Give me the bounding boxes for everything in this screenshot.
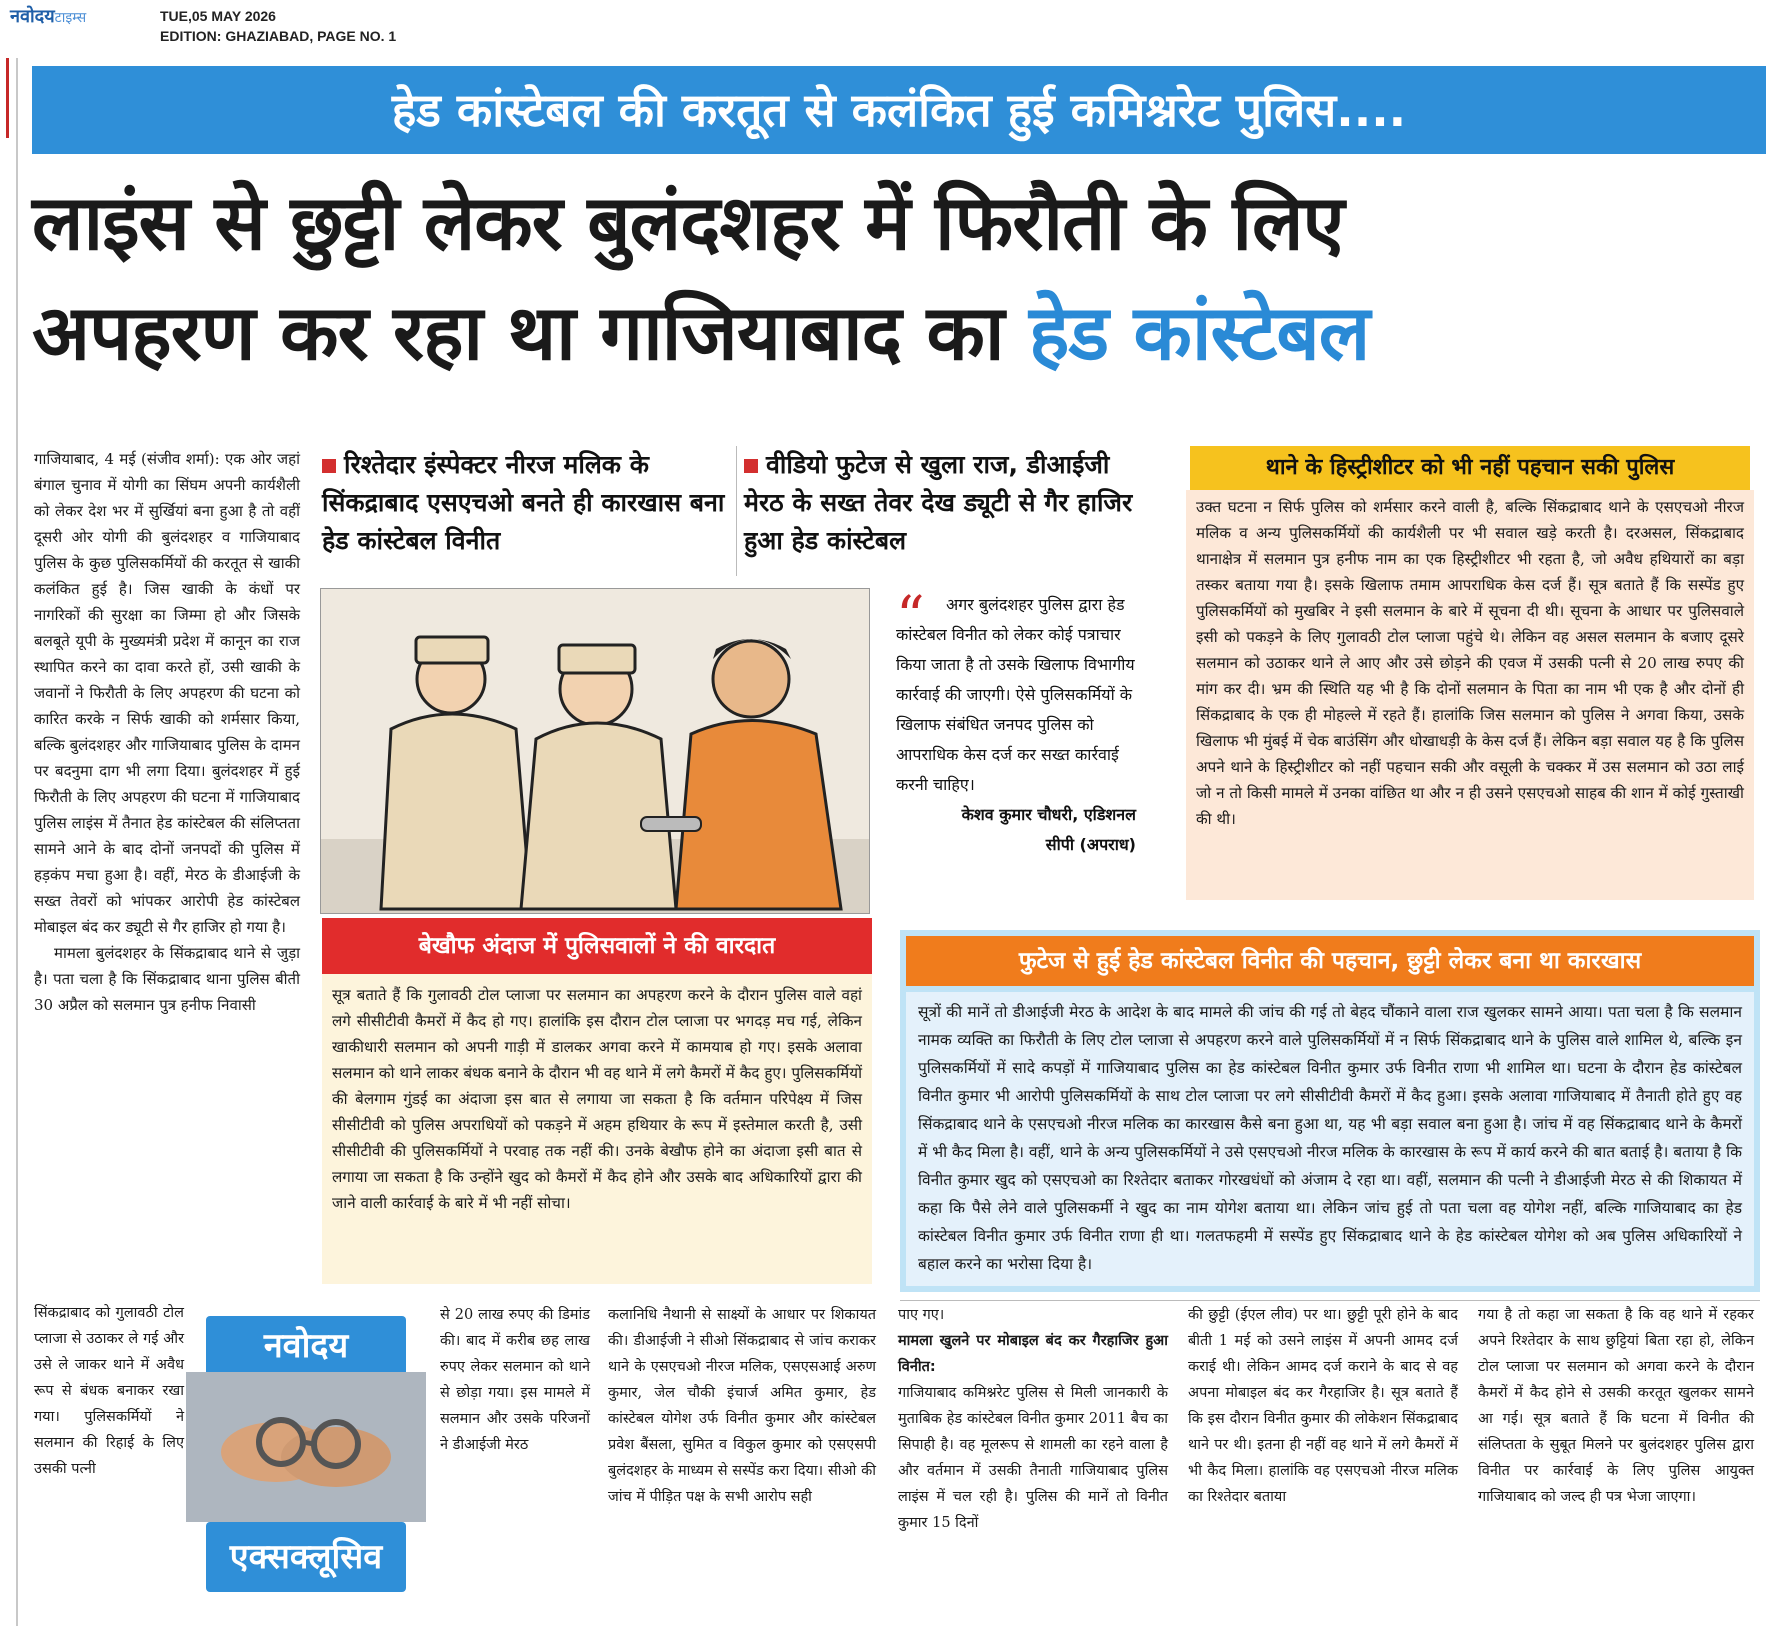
edition-info <box>160 6 396 46</box>
masthead <box>0 0 1766 58</box>
quote-byline-name: केशव कुमार चौधरी, एडिशनल <box>961 805 1136 824</box>
sidebar-history-sheeter-title: थाने के हिस्ट्रीशीटर को भी नहीं पहचान सकी पुलिस <box>1190 446 1750 490</box>
bottom-column-1: से 20 लाख रुपए की डिमांड की। बाद में करीब छह लाख रुपए लेकर सलमान को थाने से छोड़ा गया। इस मामले में सलमान और उसके परिजनों ने डीआईजी मेरठ <box>440 1307 590 1453</box>
subhead-inspector: रिश्तेदार इंस्पेक्टर नीरज मलिक के सिंकद्राबाद एसएचओ बनते ही कारखास बना हेड कांस्टेबल विनीत <box>322 450 725 555</box>
publication-date: TUE,05 MAY 2026 <box>160 8 276 24</box>
bottom-column-5: गया है तो कहा जा सकता है कि वह थाने में रहकर अपने रिश्तेदार के साथ छुट्टियां बिता रहा हो, लेकिन टोल प्लाजा पर सलमान को अगवा करने के दौरान कैमरों में कैद होने से उसकी करतूत खुलकर सामने आ गई। सूत्र बताते हैं कि घटना में विनीत की संलिप्तता के सुबूत मिलने पर बुलंदशहर पुलिस द्वारा विनीत पर कार्रवाई के लिए पुलिस आयुक्त गाजियाबाद को जल्द ही पत्र भेजा जाएगा। <box>1478 1307 1754 1505</box>
pull-quote <box>896 585 1136 860</box>
edition-page: EDITION: GHAZIABAD, PAGE NO. 1 <box>160 28 397 44</box>
illustration-police-arrest <box>320 588 870 914</box>
quote-mark-icon: “ <box>896 585 925 650</box>
sidebar-history-sheeter-body: उक्त घटना न सिर्फ पुलिस को शर्मसार करने वाली है, बल्कि सिंकद्राबाद थाने के एसएचओ नीरज मलिक व अन्य पुलिसकर्मियों की कार्यशैली पर भी सवाल खड़े करती है। दरअसल, सिंकद्राबाद थानाक्षेत्र में सलमान पुत्र हनीफ नाम का एक हिस्ट्रीशीटर भी रहता है, जो अवैध हथियारों का बड़ा तस्कर बताया गया है। इसके खिलाफ तमाम आपराधिक केस दर्ज हैं। सूत्र बताते हैं कि सस्पेंड हुए पुलिसकर्मियों को मुखबिर ने इसी सलमान के बारे में सूचना दी थी। सूचना के आधार पर पुलिसवाले इसी को पकड़ने के लिए गुलावठी टोल प्लाजा पहुंचे थे। लेकिन वह असल सलमान के बजाए दूसरे सलमान को उठाकर थाने ले आए और उसे छोड़ने की एवज में उसकी पत्नी से 20 लाख रुपए की मांग कर दी। भ्रम की स्थिति यह भी है कि दोनों सलमान के पिता का नाम भी एक है और दोनों ही सिंकद्राबाद के एक ही मोहल्ले में रहते हैं। हालांकि जिस सलमान को पुलिस ने अगवा किया, उसके खिलाफ भी मुंबई में चेक बाउंसिंग और धोखाधड़ी के केस दर्ज हैं। लेकिन बड़ा सवाल यह है कि पुलिस अपने थाने के हिस्ट्रीशीटर को नहीं पहचान सकी और वसूली के चक्कर में उस सलमान को उठा लाई जो न तो किसी मामले में उनका वांछित था और न ही उसने एसएचओ साहब की शान में कोई गुस्ताखी की थी। <box>1186 490 1754 900</box>
box-fearless-body: सूत्र बताते हैं कि गुलावठी टोल प्लाजा पर सलमान का अपहरण करने के दौरान पुलिस वाले वहां लगे सीसीटीवी कैमरों में कैद हो गए। हालांकि इस दौरान टोल प्लाजा पर भगदड़ मच गई, लेकिन खाकीधारी सलमान को अपनी गाड़ी में डालकर अगवा करने में कामयाब हो गए। इसके अलावा सलमान को थाने लाकर बंधक बनाने के दौरान भी वह थाने में लगे कैमरों में कैद हुए। पुलिसकर्मियों की बेलगाम गुंडई का अंदाजा इस बात से लगाया जा सकता है कि वर्तमान परिपेक्ष्य में जिस सीसीटीवी को पुलिस अपराधियों को पकड़ने में अहम हथियार के रूप में इस्तेमाल करती है, उसी सीसीटीवी की पुलिसकर्मियों ने परवाह तक नहीं की। उनके बेखौफ होने का अंदाजा इसी बात से लगाया जा सकता है कि उन्होंने खुद को कैमरों में कैद होने और उसके बाद अधिकारियों द्वारा की जाने वाली कार्रवाई के बारे में भी नहीं सोचा। <box>322 974 872 1284</box>
bullet-square-icon <box>322 459 336 473</box>
newspaper-logo: नवोदयटाइम्स <box>10 6 87 27</box>
main-headline <box>32 168 1766 388</box>
article-left-column <box>34 446 300 1018</box>
bottom-column-3-subhead: मामला खुलने पर मोबाइल बंद कर गैरहाजिर हुआ विनीत: <box>898 1333 1168 1375</box>
bullet-square-icon <box>744 459 758 473</box>
page-left-edge <box>0 58 18 1626</box>
bottom-column-4: की छुट्टी (ईएल लीव) पर था। छुट्टी पूरी होने के बाद बीती 1 मई को उसने लाइंस में अपनी आमद दर्ज कराई थी। लेकिन आमद दर्ज कराने के बाद से वह अपना मोबाइल बंद कर गैरहाजिर है। सूत्र बताते हैं कि इस दौरान विनीत कुमार की लोकेशन सिंकद्राबाद थाने पर थी। इतना ही नहीं वह थाने में लगे कैमरों में भी कैद मिला। हालांकि वह एसएचओ नीरज मलिक का रिश्तेदार बताया <box>1188 1307 1458 1505</box>
article-intro: गाजियाबाद, 4 मई (संजीव शर्मा): एक ओर जहां बंगाल चुनाव में योगी का सिंघम अपनी कार्यशैली को लेकर देश भर में सुर्खियां बना हुआ है तो वहीं दूसरी ओर योगी की बुलंदशहर व गाजियाबाद पुलिस के कुछ पुलिसकर्मियों की करतूत से खाकी कलंकित हुई है। जिस खाकी के कंधों पर नागरिकों की सुरक्षा का जिम्मा हो और जिसके बलबूते यूपी के मुख्यमंत्री प्रदेश में कानून का राज स्थापित करने का दावा करते हों, उसी खाकी के जवानों ने फिरौती के लिए अपहरण की घटना को कारित करके न सिर्फ खाकी को शर्मसार किया, बल्कि बुलंदशहर और गाजियाबाद पुलिस के दामन पर बदनुमा दाग भी लगा दिया। बुलंदशहर में हुई फिरौती के लिए अपहरण की घटना में गाजियाबाद पुलिस लाइंस में तैनात हेड कांस्टेबल की संलिप्तता सामने आने के बाद दोनों जनपदों की पुलिस में हड़कंप मचा हुआ है। वहीं, मेरठ के डीआईजी के सख्त तेवरों को भांपकर आरोपी हेड कांस्टेबल मोबाइल बंद कर ड्यूटी से गैर हाजिर हो गया है। <box>34 450 300 936</box>
badge-brand: नवोदय <box>206 1316 406 1376</box>
box-footage-title: फुटेज से हुई हेड कांस्टेबल विनीत की पहचान, छुट्टी लेकर बना था कारखास <box>900 930 1760 992</box>
quote-text: अगर बुलंदशहर पुलिस द्वारा हेड कांस्टेबल विनीत को लेकर कोई पत्राचार किया जाता है तो उसके खिलाफ विभागीय कार्रवाई की जाएगी। ऐसे पुलिसकर्मियों के खिलाफ संबंधित जनपद पुलिस को आपराधिक केस दर्ज कर सख्त कार्रवाई करनी चाहिए। <box>896 595 1135 794</box>
section-divider <box>900 1300 1760 1301</box>
box-fearless-title: बेखौफ अंदाज में पुलिसवालों ने की वारदात <box>322 918 872 974</box>
column-divider <box>736 446 737 576</box>
headline-highlight: हेड कांस्टेबल <box>1029 288 1370 377</box>
top-banner: हेड कांस्टेबल की करतूत से कलंकित हुई कमिश्नरेट पुलिस.... <box>32 66 1766 154</box>
headline-line-1: लाइंस से छुट्टी लेकर बुलंदशहर में फिरौती के लिए <box>32 178 1344 267</box>
exclusive-badge <box>186 1316 426 1606</box>
article-left-column-continued: सिंकद्राबाद को गुलावठी टोल प्लाजा से उठाकर ले गई और उसे ले जाकर थाने में अवैध रूप से बंधक बनाकर रखा गया। पुलिसकर्मियों ने सलमान की रिहाई के लिए उसकी पत्नी <box>34 1305 184 1477</box>
handcuff-image <box>186 1372 426 1522</box>
headline-line-2: अपहरण कर रहा था गाजियाबाद का हेड कांस्टेबल <box>32 288 1370 377</box>
bottom-column-3-lead: पाए गए। <box>898 1307 945 1323</box>
bottom-column-3-body: गाजियाबाद कमिश्नरेट पुलिस से मिली जानकारी के मुताबिक हेड कांस्टेबल विनीत कुमार 2011 बैच का सिपाही है। वह मूलरूप से शामली का रहने वाला है और वर्तमान में उसकी तैनाती गाजियाबाद पुलिस लाइंस में चल रही है। पुलिस की मानें तो विनीत कुमार 15 दिनों <box>898 1385 1168 1531</box>
subhead-video-footage: वीडियो फुटेज से खुला राज, डीआईजी मेरठ के सख्त तेवर देख ड्यूटी से गैर हाजिर हुआ हेड कांस्टेबल <box>744 450 1133 555</box>
article-para-2: मामला बुलंदशहर के सिंकद्राबाद थाने से जुड़ा है। पता चला है कि सिंकद्राबाद थाना पुलिस बीती 30 अप्रैल को सलमान पुत्र हनीफ निवासी <box>34 944 300 1014</box>
box-footage-body: सूत्रों की मानें तो डीआईजी मेरठ के आदेश के बाद मामले की जांच की गई तो बेहद चौंकाने वाला राज खुलकर सामने आया। पता चला है कि सलमान नामक व्यक्ति का फिरौती के लिए टोल प्लाजा से अपहरण करने वाले पुलिसकर्मियों में न सिर्फ सिंकद्राबाद थाने के पुलिस वाले शामिल थे, बल्कि इन पुलिसकर्मियों में सादे कपड़ों में गाजियाबाद पुलिस का हेड कांस्टेबल विनीत कुमार उर्फ विनीत राणा भी शामिल था। घटना के दौरान हेड कांस्टेबल विनीत कुमार भी आरोपी पुलिसकर्मियों के साथ टोल प्लाजा पर लगे सीसीटीवी कैमरों में कैद हुआ। इसके अलावा गाजियाबाद में तैनाती होते हुए वह सिंकद्राबाद थाने के एसएचओ नीरज मलिक का कारखास कैसे बना हुआ था, यह भी बड़ा सवाल बना हुआ है। जांच में वह सिंकद्राबाद थाने के कैमरों में भी कैद मिला है। वहीं, थाने के अन्य पुलिसकर्मियों ने उसे एसएचओ नीरज मलिक के कारखास के रूप में कार्य करने की बात बताई है। बताया है कि विनीत कुमार खुद को एसएचओ का रिश्तेदार बताकर गोरखधंधों को अंजाम दे रहा था। वहीं, सलमान की पत्नी ने डीआईजी मेरठ से की शिकायत में कहा कि पैसे लेने वाले पुलिसकर्मी ने खुद का नाम योगेश बताया था। लेकिन जांच हुई तो पता चला वह योगेश नहीं, बल्कि गाजियाबाद का हेड कांस्टेबल विनीत कुमार उर्फ विनीत राणा ही था। गलतफहमी में सस्पेंड हुए सिंकद्राबाद थाने के हेड कांस्टेबल योगेश को अब पुलिस अधिकारियों ने बहाल करने का भरोसा दिया है। <box>900 992 1760 1292</box>
quote-byline-role: सीपी (अपराध) <box>1045 835 1136 854</box>
bottom-column-3 <box>898 1302 1168 1536</box>
bottom-column-2: कलानिधि नैथानी से साक्ष्यों के आधार पर शिकायत की। डीआईजी ने सीओ सिंकद्राबाद से जांच कराकर थाने के एसएचओ नीरज मलिक, एसएसआई अरुण कुमार, जेल चौकी इंचार्ज अमित कुमार, हेड कांस्टेबल योगेश उर्फ विनीत कुमार और कांस्टेबल प्रवेश बैंसला, सुमित व विकुल कुमार को एसएसपी बुलंदशहर के माध्यम से सस्पेंड करा दिया। सीओ की जांच में पीड़ित पक्ष के सभी आरोप सही <box>608 1307 876 1505</box>
badge-exclusive-label: एक्सक्लूसिव <box>206 1522 406 1592</box>
